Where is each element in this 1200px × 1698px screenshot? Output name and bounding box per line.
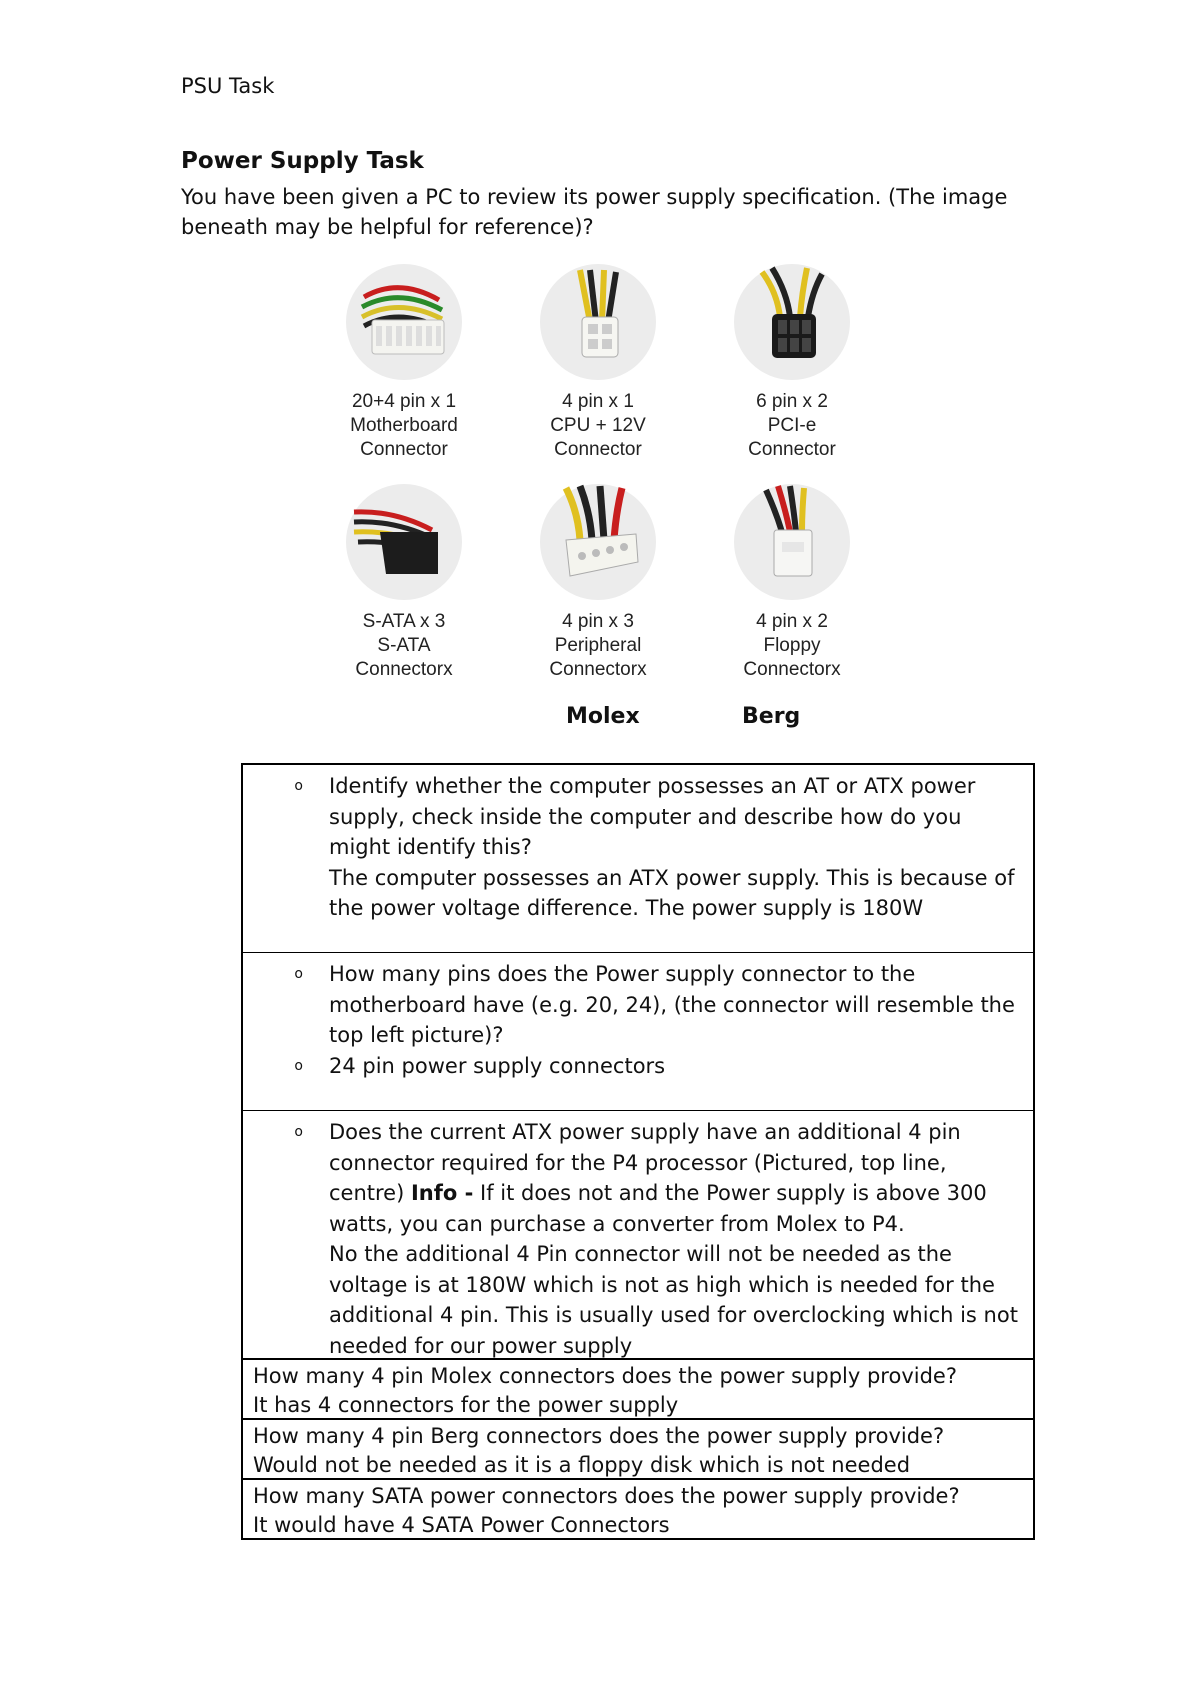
connector-caption: 20+4 pin x 1 Motherboard Connector — [350, 391, 458, 460]
connector-floppy — [692, 482, 892, 682]
question-text: How many SATA power connectors does the power supply provide? — [253, 1484, 960, 1508]
bullet: o — [294, 778, 303, 794]
question-part: Does the current ATX power supply have an additional 4 pin connector required for the P4 processor (Pictured, top line, centre) — [329, 1120, 961, 1205]
cpu-12v-connector-icon — [538, 262, 658, 382]
connector-sata — [304, 482, 504, 682]
connector-caption: S-ATA x 3 S-ATA Connectorx — [355, 611, 453, 680]
pcie-connector-icon — [732, 262, 852, 382]
question-text: How many pins does the Power supply connector to the motherboard have (e.g. 20, 24), (the connector will resemble the top left picture)? — [329, 962, 1015, 1047]
info-label: Info - — [410, 1181, 474, 1205]
molex-label: Molex — [566, 704, 640, 729]
berg-label: Berg — [742, 704, 801, 729]
answer-text: It would have 4 SATA Power Connectors — [253, 1513, 670, 1537]
answer-text: The computer possesses an ATX power supply. This is because of the power voltage difference. The power supply is 180W — [329, 865, 1015, 920]
answer-text: Would not be needed as it is a floppy disk which is not needed — [253, 1453, 911, 1477]
page-header: PSU Task — [181, 74, 275, 98]
floppy-connector-icon — [732, 482, 852, 602]
connector-motherboard — [304, 262, 504, 462]
question-text: How many 4 pin Berg connectors does the power supply provide? — [253, 1424, 945, 1448]
question-part: If it does not and the Power supply is above 300 watts, you can purchase a converter from Molex to P4. — [329, 1181, 987, 1236]
connector-cpu-12v — [498, 262, 698, 462]
table-row — [243, 952, 1033, 1110]
peripheral-connector-icon — [538, 482, 658, 602]
question-text: How many 4 pin Molex connectors does the power supply provide? — [253, 1364, 957, 1388]
bullet: o — [294, 1124, 303, 1140]
bullet: o — [294, 1057, 303, 1074]
table-row — [243, 1358, 1033, 1418]
question-table — [241, 763, 1035, 1540]
intro-text: You have been given a PC to review its power supply specification. (The image beneath may be helpful for reference)? — [181, 185, 1008, 239]
bullet: o — [294, 966, 303, 982]
answer-text: It has 4 connectors for the power supply — [253, 1393, 679, 1417]
question-text — [329, 1117, 1021, 1239]
table-row — [243, 1418, 1033, 1478]
table-row — [243, 1110, 1033, 1358]
connector-caption: 4 pin x 2 Floppy Connectorx — [743, 611, 841, 680]
connector-caption: 6 pin x 2 PCI-e Connector — [748, 391, 836, 460]
question-text: Identify whether the computer possesses an AT or ATX power supply, check inside the computer and describe how do you might identify this? — [329, 774, 976, 859]
connector-caption: 4 pin x 3 Peripheral Connectorx — [549, 611, 647, 680]
motherboard-connector-icon — [344, 262, 464, 382]
connector-caption: 4 pin x 1 CPU + 12V Connector — [550, 391, 646, 460]
connector-reference-figure — [330, 262, 890, 742]
answer-text: 24 pin power supply connectors — [329, 1053, 666, 1078]
table-row — [243, 1478, 1033, 1538]
sata-connector-icon — [344, 482, 464, 602]
page-title: Power Supply Task — [181, 148, 424, 174]
connector-pcie — [692, 262, 892, 462]
connector-peripheral — [498, 482, 698, 682]
table-row — [243, 765, 1033, 952]
answer-text: No the additional 4 Pin connector will not be needed as the voltage is at 180W which is not as high which is needed for the additional 4 pin. This is usually used for overclocking which is not needed for our power supply — [329, 1242, 1018, 1358]
